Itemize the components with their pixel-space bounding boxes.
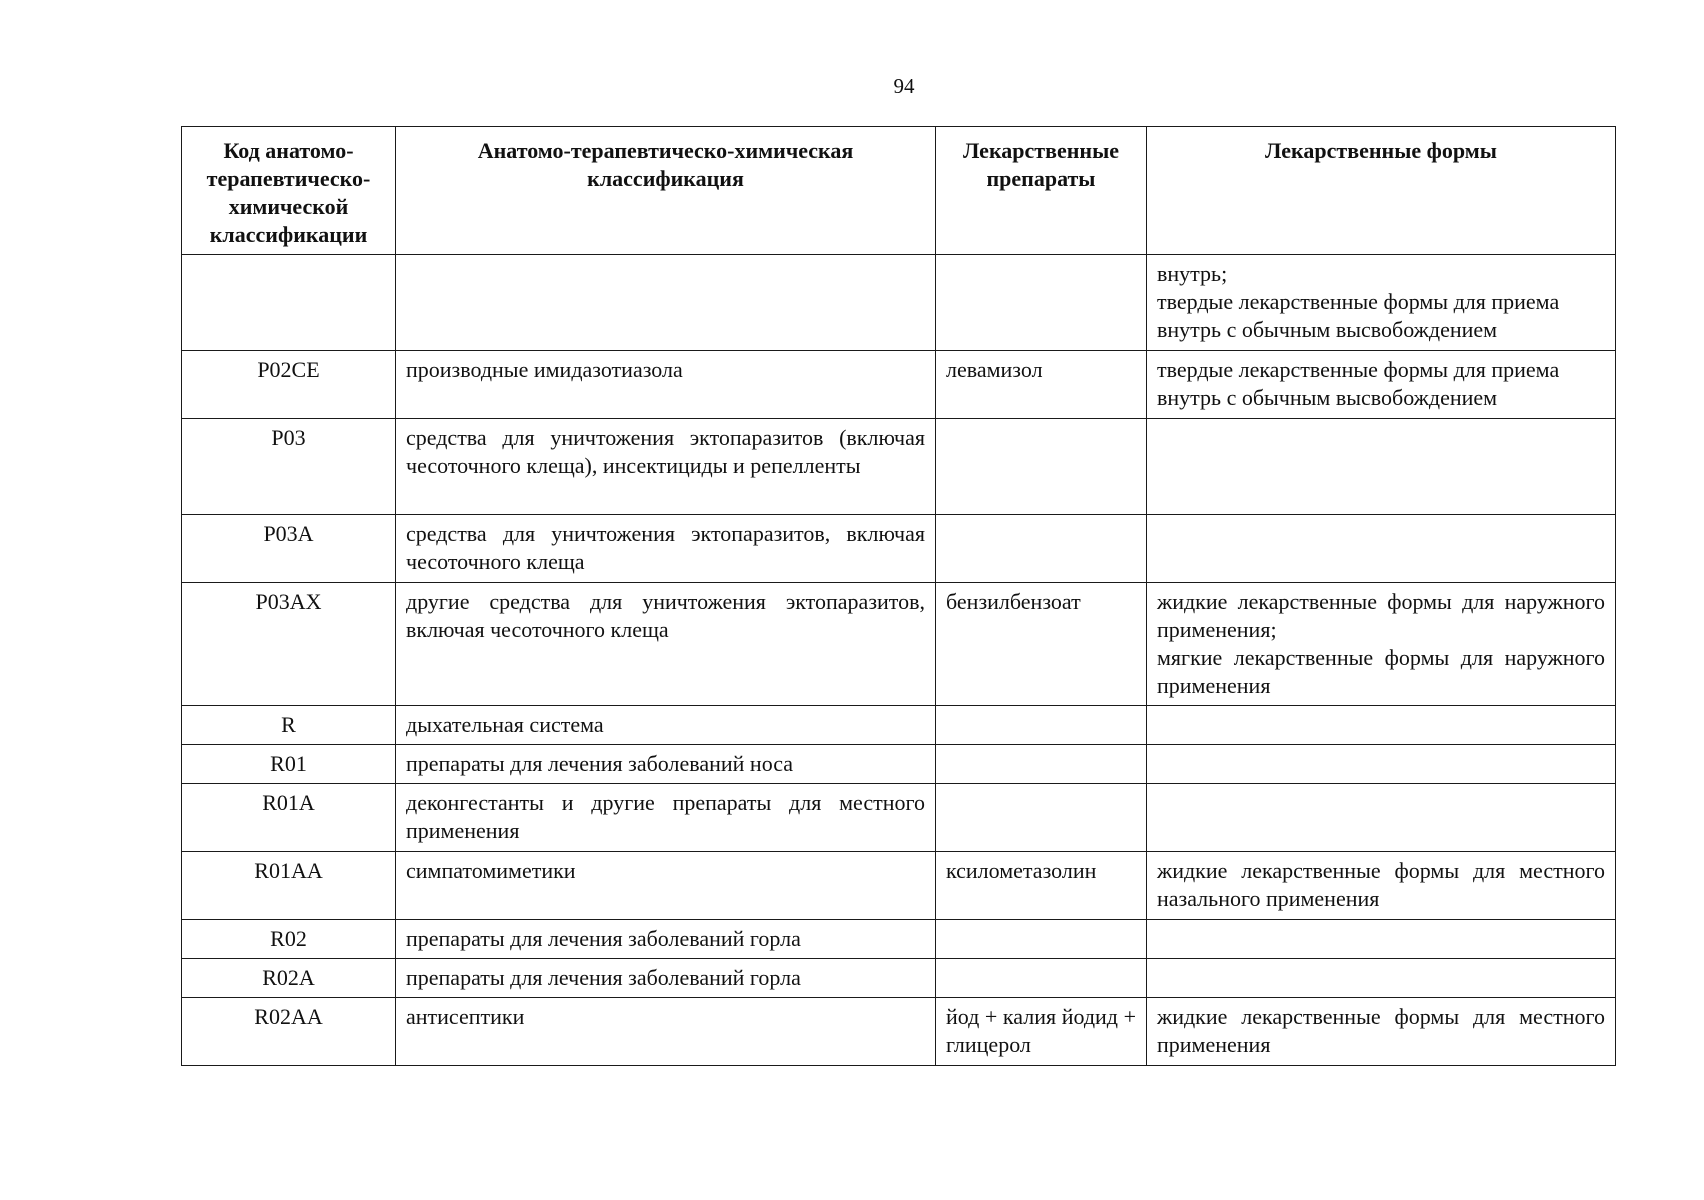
header-atc-classification: Анатомо-терапевтическо-химическая классификация (396, 127, 936, 255)
cell-classification (396, 255, 936, 351)
cell-forms: жидкие лекарственные формы для наружного применения; мягкие лекарственные формы для наружного применения (1147, 583, 1616, 706)
cell-code: R02A (182, 959, 396, 998)
cell-code: P03 (182, 419, 396, 515)
cell-code: P03AX (182, 583, 396, 706)
table-row (182, 998, 1616, 1066)
cell-classification: препараты для лечения заболеваний носа (396, 745, 936, 784)
cell-drug (936, 419, 1147, 515)
table-row (182, 745, 1616, 784)
cell-forms (1147, 920, 1616, 959)
cell-forms (1147, 784, 1616, 852)
cell-classification: другие средства для уничтожения эктопаразитов, включая чесоточного клеща (396, 583, 936, 706)
cell-classification: средства для уничтожения эктопаразитов, включая чесоточного клеща (396, 515, 936, 583)
cell-code: R01 (182, 745, 396, 784)
cell-classification: дыхательная система (396, 706, 936, 745)
cell-classification: производные имидазотиазола (396, 351, 936, 419)
table-row (182, 419, 1616, 515)
page-number: 94 (893, 74, 915, 98)
cell-drug: ксилометазолин (936, 852, 1147, 920)
cell-drug (936, 515, 1147, 583)
cell-forms (1147, 745, 1616, 784)
cell-forms: жидкие лекарственные формы для местного применения (1147, 998, 1616, 1066)
header-atc-code: Код анатомо-терапевтическо-химической классификации (182, 127, 396, 255)
atc-classification-table (181, 126, 1616, 1066)
cell-code: R02AA (182, 998, 396, 1066)
table-row (182, 351, 1616, 419)
table-row (182, 583, 1616, 706)
cell-code: P02CE (182, 351, 396, 419)
cell-classification: препараты для лечения заболеваний горла (396, 920, 936, 959)
cell-code: R02 (182, 920, 396, 959)
cell-classification: деконгестанты и другие препараты для местного применения (396, 784, 936, 852)
cell-drug: йод + калия йодид + глицерол (936, 998, 1147, 1066)
cell-forms (1147, 419, 1616, 515)
table-row (182, 784, 1616, 852)
cell-drug (936, 706, 1147, 745)
cell-classification: антисептики (396, 998, 936, 1066)
table-row (182, 920, 1616, 959)
cell-drug (936, 959, 1147, 998)
table-row (182, 515, 1616, 583)
header-dosage-forms: Лекарственные формы (1147, 127, 1616, 255)
cell-forms (1147, 706, 1616, 745)
cell-code: R01A (182, 784, 396, 852)
cell-drug (936, 255, 1147, 351)
cell-classification: препараты для лечения заболеваний горла (396, 959, 936, 998)
header-drugs: Лекарственные препараты (936, 127, 1147, 255)
table-row (182, 852, 1616, 920)
cell-drug (936, 745, 1147, 784)
cell-code (182, 255, 396, 351)
table-header-row (182, 127, 1616, 255)
cell-drug: бензилбензоат (936, 583, 1147, 706)
cell-drug (936, 920, 1147, 959)
cell-forms: внутрь; твердые лекарственные формы для приема внутрь с обычным высвобождением (1147, 255, 1616, 351)
table-row (182, 255, 1616, 351)
cell-classification: симпатомиметики (396, 852, 936, 920)
table-row (182, 706, 1616, 745)
cell-forms (1147, 515, 1616, 583)
cell-drug: левамизол (936, 351, 1147, 419)
cell-forms (1147, 959, 1616, 998)
cell-code: P03A (182, 515, 396, 583)
cell-forms: твердые лекарственные формы для приема внутрь с обычным высвобождением (1147, 351, 1616, 419)
cell-forms: жидкие лекарственные формы для местного назального применения (1147, 852, 1616, 920)
table-row (182, 959, 1616, 998)
cell-drug (936, 784, 1147, 852)
cell-code: R (182, 706, 396, 745)
cell-classification: средства для уничтожения эктопаразитов (включая чесоточного клеща), инсектициды и репелленты (396, 419, 936, 515)
cell-code: R01AA (182, 852, 396, 920)
